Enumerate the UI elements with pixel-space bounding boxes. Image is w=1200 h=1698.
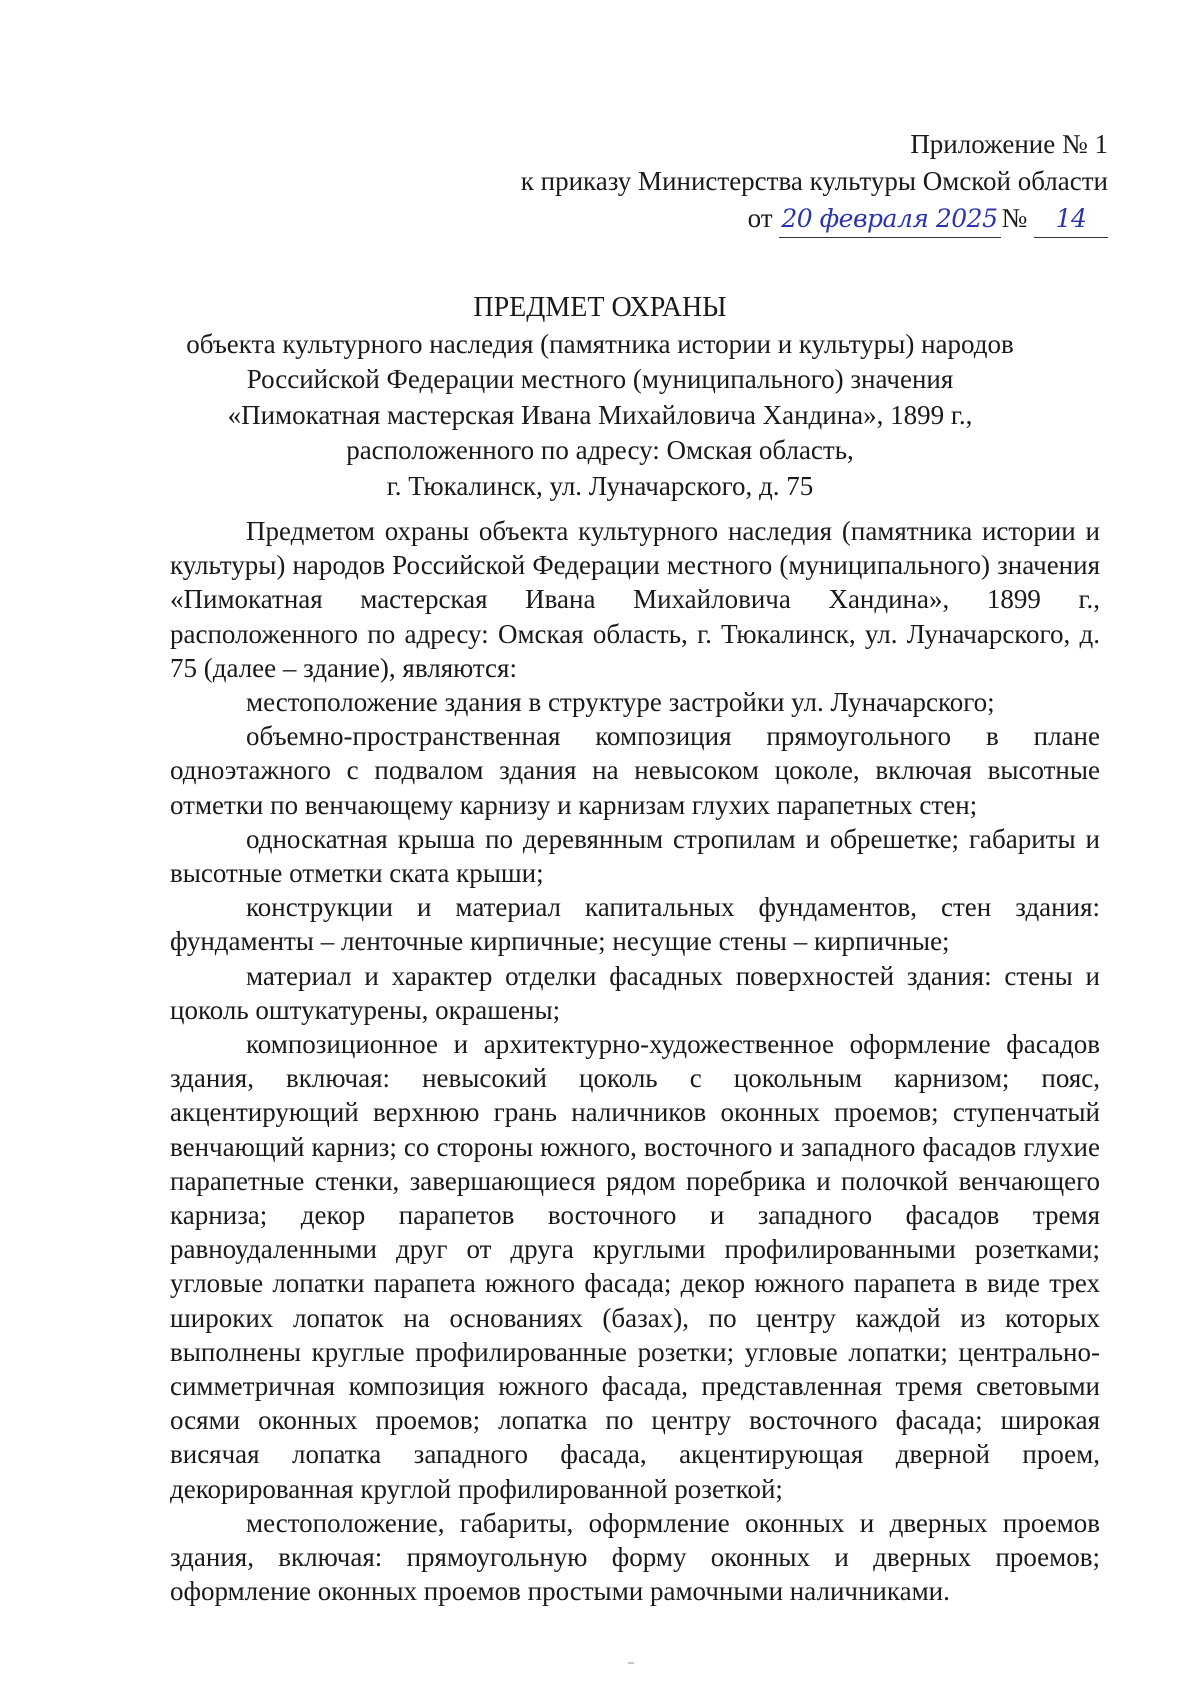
item-facade-decoration: композиционное и архитектурно-художественное оформление фасадов здания, включая: невысокий цоколь с цокольным карнизом; пояс, акцентирующий верхнюю грань наличников оконных проемов; ступенчатый венчающий карниз; со стороны южного, восточного и западного фасадов глухие парапетные стенки, завершающиеся рядом поребрика и полочкой венчающего карниза; декор парапетов восточного и западного фасадов тремя равноудаленными друг от друга круглыми профилированными розетками; угловые лопатки парапета южного фасада; декор южного парапета в виде трех широких лопаток на основаниях (базах), по центру каждой из которых выполнены круглые профилированные розетки; угловые лопатки; центрально-симметричная композиция южного фасада, представленная тремя световыми осями оконных проемов; лопатка по центру восточного фасада; широкая висячая лопатка западного фасада, акцентирующая дверной проем, декорированная круглой профилированной розеткой;: [170, 1029, 1100, 1504]
order-date-line: [521, 200, 1108, 238]
item-roof: односкатная крыша по деревянным стропилам и обрешетке; габариты и высотные отметки ската крыши;: [170, 823, 1100, 889]
title-line-4: расположенного по адресу: Омская область,: [346, 435, 854, 465]
scan-mark: [628, 1662, 634, 1664]
item-facade-finish: материал и характер отделки фасадных поверхностей здания: стены и цоколь оштукатурены, окрашены;: [170, 960, 1100, 1025]
title-line-3: «Пимокатная мастерская Ивана Михайловича Хандина», 1899 г.,: [227, 399, 973, 430]
order-reference: к приказу Министерства культуры Омской области: [520, 166, 1108, 196]
document-body: [170, 514, 1100, 1609]
item-location: местоположение здания в структуре застройки ул. Луначарского;: [246, 687, 995, 718]
title-heading: ПРЕДМЕТ ОХРАНЫ: [473, 292, 727, 323]
number-sign: №: [1001, 203, 1028, 233]
item-openings: местоположение, габариты, оформление оконных и дверных проемов здания, включая: прямоугольную форму оконных и дверных проемов; оформление оконных проемов простыми рамочными наличниками.: [170, 1507, 1100, 1607]
title-line-1: объекта культурного наследия (памятника истории и культуры) народов: [186, 328, 1014, 359]
title-line-2: Российской Федерации местного (муниципального) значения: [246, 364, 954, 394]
appendix-number: Приложение № 1: [910, 129, 1108, 159]
date-prefix: от: [747, 203, 773, 233]
title-line-5: г. Тюкалинск, ул. Луначарского, д. 75: [386, 470, 814, 501]
item-volume-composition: объемно-пространственная композиция прямоугольного в плане одноэтажного с подвалом здания на невысоком цоколе, включая высотные отметки по венчающему карнизу и карнизам глухих парапетных стен;: [170, 721, 1100, 820]
document-title: [0, 290, 1200, 504]
appendix-header: [521, 126, 1108, 238]
item-structures: конструкции и материал капитальных фундаментов, стен здания: фундаменты – ленточные кирпичные; несущие стены – кирпичные;: [170, 892, 1100, 957]
handwritten-date: 20 февраля 2025: [779, 200, 1001, 238]
handwritten-order-number: 14: [1034, 200, 1108, 238]
intro-paragraph: Предметом охраны объекта культурного наследия (памятника истории и культуры) народов Российской Федерации местного (муниципального) значения «Пимокатная мастерская Ивана Михайловича Хандина», 1899 г., расположенного по адресу: Омская область, г. Тюкалинск, ул. Луначарского, д. 75 (далее – здание), являются:: [170, 516, 1100, 683]
